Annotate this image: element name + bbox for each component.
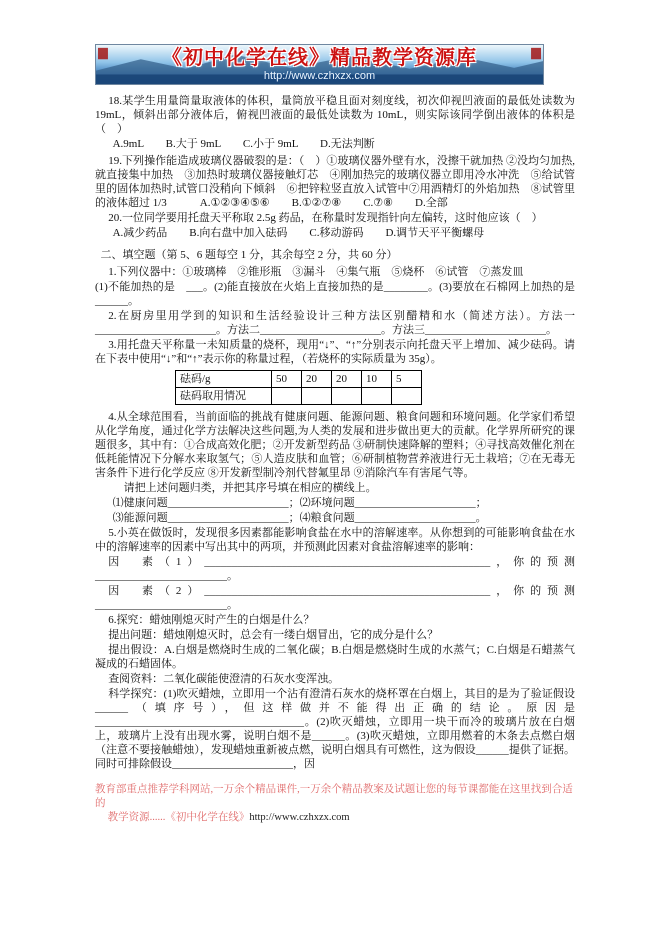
question-20-text: 20.一位同学要用托盘天平称取 2.5g 药品，在称量时发现指针向左偏转，这时他应该（ ） — [108, 212, 543, 224]
table-answer-cell — [302, 388, 332, 405]
section-2-title: 二、填空题（第 5、6 题每空 1 分，其余每空 2 分，共 60 分） — [100, 249, 398, 261]
table-answer-cell — [392, 388, 422, 405]
question-18-options: A.9mL B.大于 9mL C.小于 9mL D.无法判断 — [112, 138, 375, 150]
footer-url: http://www.czhxzx.com — [249, 812, 350, 823]
fill-6-reference: 查阅资料：二氧化碳能使澄清的石灰水变浑浊。 — [108, 673, 340, 685]
fill-5-text: 5.小英在做饭时，发现很多因素都能影响食盐在水中的溶解速率。从你想到的可能影响食盐在水中的溶解速率的因素中写出其中的两项，并预测此因素对食盐溶解速率的影响： — [95, 527, 575, 553]
fill-5-factor-1: 因 素（1）____________________________________________________，你的预测________________________。 — [95, 556, 575, 582]
footer — [95, 783, 575, 825]
fill-5-factor-2: 因 素（2）____________________________________________________，你的预测________________________。 — [95, 585, 575, 611]
fill-1-instruments: 1.下列仪器中：①玻璃棒 ②锥形瓶 ③漏斗 ④集气瓶 ⑤烧杯 ⑥试管 ⑦蒸发皿 — [108, 266, 524, 278]
table-weight-value: 50 — [272, 371, 302, 388]
site-banner — [95, 44, 544, 85]
footer-line1: 教育部重点推荐学科网站,一万余个精品课件,一万余个精品教案及试题让您的每节课都能在这里找到合适的 — [95, 784, 573, 809]
fill-4-blanks-2: ⑶能源问题______________________；⑷粮食问题______________________。 — [112, 512, 487, 524]
footer-line2 — [95, 811, 575, 825]
footer-line2-text: 教学资源......《初中化学在线》 — [107, 812, 250, 823]
table-answer-cell — [332, 388, 362, 405]
table-row-label: 砝码取用情况 — [176, 388, 272, 405]
question-18-text: 18.某学生用量筒量取液体的体积，量筒放平稳且面对刻度线，初次仰视凹液面的最低处读数为 19mL，倾斜出部分液体后，俯视凹液面的最低处读数为 10mL，则实际该同学倒出液体的体积是（ ） — [95, 95, 575, 135]
table-weight-value: 5 — [392, 371, 422, 388]
question-19-text: 19.下列操作能造成玻璃仪器破裂的是：（ ）①玻璃仪器外壁有水，没擦干就加热 ②没均匀加热,就直接集中加热 ③加热时玻璃仪器接触灯芯 ④刚加热完的玻璃仪器立即用冷水冲洗 ⑤给试管里的固体加热时,试管口没稍向下倾斜 ⑥把锌粒竖直放入试管中⑦用酒精灯的外焰加热 ⑧试管里的液体超过 1/3 A.①②③④⑤⑥ B.①②⑦⑧ C.⑦⑧ D.全部 — [95, 155, 575, 209]
banner-url: http://www.czhxzx.com — [263, 70, 376, 82]
fill-4-text: 4.从全球范围看，当前面临的挑战有健康问题、能源问题、粮食问题和环境问题。化学家们希望从化学角度，通过化学方法解决这些问题,为人类的发展和进步做出更大的贡献。化学界所研究的课题很多，其中有：①合成高效化肥；②开发新型药品 ③研制快速降解的塑料；④寻找高效催化剂在低耗能情况下分解水来取氢气；⑤人造皮肤和血管；⑥研制植物营养液进行无土栽培；⑦在无毒无害条件下进行化学反应 ⑧开发新型制冷剂代替氟里昂 ⑨消除汽车有害尾气等。 — [95, 411, 575, 479]
fill-3-text: 3.用托盘天平称量一未知质量的烧杯，现用“↓”、“↑”分别表示向托盘天平上增加、减少砝码。请在下表中使用“↓”和“↑”表示你的称量过程，（若烧杯的实际质量为 35g）。 — [95, 339, 575, 365]
banner-title: 《初中化学在线》精品教学资源库 — [162, 47, 477, 69]
fill-6-title: 6.探究：蜡烛刚熄灭时产生的白烟是什么？ — [108, 614, 315, 626]
fill-4-blanks-1: ⑴健康问题______________________；⑵环境问题______________________； — [112, 497, 487, 509]
table-answer-cell — [362, 388, 392, 405]
table-weight-value: 20 — [302, 371, 332, 388]
fill-4-sort-instruction: 请把上述问题归类，并把其序号填在相应的横线上。 — [123, 482, 377, 494]
table-answer-cell — [272, 388, 302, 405]
table-row — [176, 371, 422, 388]
fill-6-inquiry: 科学探究：(1)吹灭蜡烛，立即用一个沾有澄清石灰水的烧杯罩在白烟上，其目的是为了验证假设______（填序号），但这样做并不能得出正确的结论。原因是______________________________________。(2)吹灭蜡烛，立即用一块干而冷的玻璃片放在白烟上，玻璃片上没有出现水雾，说明白烟不是______。(3)吹灭蜡烛，立即用燃着的木条去点燃白烟（注意不要接触蜡烛），发现蜡烛重新被点燃，说明白烟具有可燃性，这为假设______提供了证据。同时可排除假设______________________，因 — [95, 688, 575, 770]
question-20-options: A.减少药品 B.向右盘中加入砝码 C.移动游码 D.调节天平平衡螺母 — [112, 227, 485, 239]
fill-6-hypothesis: 提出假设：A.白烟是燃烧时生成的二氧化碳；B.白烟是燃烧时生成的水蒸气；C.白烟是石蜡蒸气凝成的石蜡固体。 — [95, 644, 575, 670]
table-weight-value: 10 — [362, 371, 392, 388]
fill-1-blanks: (1)不能加热的是 ___。(2)能直接放在火焰上直接加热的是________。(3)要放在石棉网上加热的是______。 — [95, 281, 575, 307]
fill-2-text: 2.在厨房里用学到的知识和生活经验设计三种方法区别醋精和水（简述方法）。方法一______________________。方法二______________________。方法三______________________。 — [95, 310, 575, 336]
fill-6-question: 提出问题：蜡烛刚熄灭时，总会有一缕白烟冒出，它的成分是什么？ — [108, 629, 439, 641]
table-col-header: 砝码/g — [176, 371, 272, 388]
table-weight-value: 20 — [332, 371, 362, 388]
weights-table — [175, 370, 422, 405]
table-row — [176, 388, 422, 405]
